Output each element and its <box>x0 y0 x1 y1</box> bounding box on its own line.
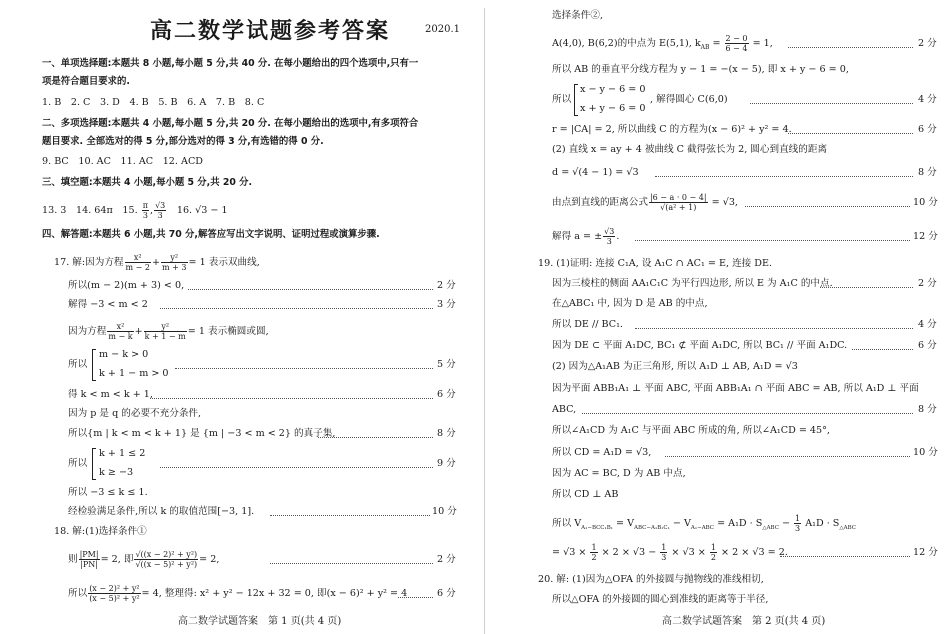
q19-step-7: 所以∠A₁CD 为 A₁C 与平面 ABC 所成的角, 所以∠A₁CD = 45°, <box>552 425 830 436</box>
q17-step-5: 得 k < m < k + 1, <box>68 389 153 400</box>
leader-dots <box>582 413 913 414</box>
leader-dots <box>750 103 913 104</box>
q19-step-2: 在△ABC₁ 中, 因为 D 是 AB 的中点, <box>552 298 708 309</box>
q19-step-3: 所以 DE // BC₁. <box>552 319 623 330</box>
score: 12 分 <box>913 547 938 558</box>
score: 2 分 <box>918 278 937 289</box>
q17-step-2: 解得 −3 < m < 2 <box>68 299 148 310</box>
section-2-heading-cont: 题目要求. 全部选对的得 5 分,部分选对的得 3 分,有选错的得 0 分. <box>42 136 324 147</box>
q17-step-3: 因为方程 $\frac{\text{x²}}{m - k}$ + $\frac{\text{y²}}{k + 1 - m}$ = 1 表示椭圆或圆, <box>68 322 269 341</box>
score: 5 分 <box>437 359 456 370</box>
score: 12 分 <box>913 231 938 242</box>
leader-dots <box>160 308 433 309</box>
q18-step-1: 则 $\frac{|PM|}{|PN|}$ = 2, 即 $\frac{\text{√((x − 2)² + y²)}}{\text{√((x − 5)² + y²)}}$ = 2, <box>68 550 220 569</box>
leader-dots <box>270 515 430 516</box>
leader-dots <box>655 176 913 177</box>
leader-dots <box>665 456 910 457</box>
leader-dots <box>398 597 433 598</box>
score: 2 分 <box>437 554 456 565</box>
leader-dots <box>745 206 910 207</box>
q18b-step-6: d = √(4 − 1) = √3 <box>552 167 639 178</box>
q20-intro: 20. 解: (1)因为△OFA 的外接圆与抛物线的准线相切, <box>538 574 764 585</box>
leader-dots <box>852 349 913 350</box>
section-1-answers: 1. B 2. C 3. D 4. B 5. B 6. A 7. B 8. C <box>42 97 265 108</box>
q18-option-2: 选择条件②, <box>552 10 604 21</box>
q19-step-5: (2) 因为△A₁AB 为正三角形, 所以 A₁D ⊥ AB, A₁D = √3 <box>552 361 798 372</box>
score: 4 分 <box>918 319 937 330</box>
leader-dots <box>160 467 433 468</box>
leader-dots <box>820 287 913 288</box>
score: 10 分 <box>913 447 938 458</box>
q19-step-9: 因为 AC = BC, D 为 AB 中点, <box>552 468 686 479</box>
score: 10 分 <box>913 197 938 208</box>
system-line: k + 1 ≤ 2 <box>99 448 146 459</box>
brace <box>92 448 96 480</box>
q17-step-4-label: 所以 <box>68 359 88 370</box>
q19-step-1: 因为三棱柱的侧面 AA₁C₁C 为平行四边形, 所以 E 为 A₁C 的中点. <box>552 278 833 289</box>
q18b-step-5: (2) 直线 x = ay + 4 被曲线 C 截得弦长为 2, 圆心到直线的距离 <box>552 144 828 155</box>
q17-step-10: 经检验满足条件,所以 k 的取值范围[−3, 1]. <box>68 506 255 517</box>
leader-dots <box>318 437 433 438</box>
score: 6 分 <box>918 124 937 135</box>
right-page <box>490 0 950 634</box>
leader-dots <box>175 368 433 369</box>
system-line: x − y − 6 = 0 <box>580 84 646 95</box>
q19-step-12: = √3 × $\frac{1}{2}$ × 2 × √3 − $\frac{1}{3}$ × √3 × $\frac{1}{2}$ × 2 × √3 = 2. <box>552 543 788 562</box>
q18b-step-3-label: 所以 <box>552 94 572 105</box>
leader-dots <box>788 47 913 48</box>
q18b-step-7: 由点到直线的距离公式 $\frac{|6 - a \cdot 0 - 4|}{\text{√(a² + 1)}}$ = √3, <box>552 193 738 212</box>
leader-dots <box>788 133 913 134</box>
q19-step-11: 所以 $V_{A_1-BCC_1B_1} = V_{ABC-A_1B_1C_1} - V_{A_1-ABC} = A_1D \cdot S_{\triangle ABC}$ − $\frac{1}{3}$ $A_1D \cdot S_{\triangle ABC}$ <box>552 514 856 533</box>
leader-dots <box>270 563 433 564</box>
leader-dots <box>635 240 910 241</box>
score: 2 分 <box>918 38 937 49</box>
score: 8 分 <box>918 167 937 178</box>
section-3-heading: 三、填空题:本题共 4 小题,每小题 5 分,共 20 分. <box>42 177 253 188</box>
brace <box>574 84 578 116</box>
section-1-heading: 一、单项选择题:本题共 8 小题,每小题 5 分,共 40 分. 在每小题给出的四个选项中,只有一 <box>42 58 419 69</box>
score: 6 分 <box>918 340 937 351</box>
system-line: k ≥ −3 <box>99 467 134 478</box>
exam-date: 2020.1 <box>425 24 460 35</box>
q18b-step-2: 所以 AB 的垂直平分线方程为 y − 1 = −(x − 5), 即 x + y − 6 = 0, <box>552 64 849 75</box>
section-1-heading-cont: 项是符合题目要求的. <box>42 76 130 87</box>
q17-step-8-label: 所以 <box>68 458 88 469</box>
page-footer: 高二数学试题答案 第 2 页(共 4 页) <box>662 616 826 627</box>
q17-intro: 17. 解:因为方程 $\frac{\text{x²}}{m - 2}$ + $\frac{\text{y²}}{m + 3}$ = 1 表示双曲线, <box>54 253 260 272</box>
system-line: m − k > 0 <box>99 349 149 360</box>
section-2-answers: 9. BC 10. AC 11. AC 12. ACD <box>42 156 203 167</box>
q19-step-6: 因为平面 ABB₁A₁ ⊥ 平面 ABC, 平面 ABB₁A₁ ∩ 平面 ABC = AB, 所以 A₁D ⊥ 平面 <box>552 383 919 394</box>
leader-dots <box>635 328 913 329</box>
score: 9 分 <box>437 458 456 469</box>
q17-step-6: 因为 p 是 q 的必要不充分条件, <box>68 408 202 419</box>
q18-intro: 18. 解:(1)选择条件① <box>54 526 147 537</box>
q18-step-2: 所以 $\frac{\text{(x − 2)² + y²}}{\text{(x − 5)² + y²}}$ = 4, 整理得: x² + y² − 12x + 32 = 0, 即(x − 6)² + y² = 4 <box>68 584 408 603</box>
score: 8 分 <box>437 428 456 439</box>
score: 4 分 <box>918 94 937 105</box>
score: 3 分 <box>437 299 456 310</box>
q19-step-4: 因为 DE ⊂ 平面 A₁DC, BC₁ ⊄ 平面 A₁DC, 所以 BC₁ // 平面 A₁DC. <box>552 340 848 351</box>
score: 6 分 <box>437 588 456 599</box>
system-line: k + 1 − m > 0 <box>99 368 169 379</box>
q18b-step-8: 解得 a = ± $\frac{√3}{3}$ . <box>552 227 620 246</box>
leader-dots <box>150 398 433 399</box>
system-line: x + y − 6 = 0 <box>580 103 646 114</box>
score: 10 分 <box>432 506 457 517</box>
page-divider <box>484 8 485 634</box>
section-2-heading: 二、多项选择题:本题共 4 小题,每小题 5 分,共 20 分. 在每小题给出的选项中,有多项符合 <box>42 118 419 129</box>
q20-step-1: 所以△OFA 的外接圆的圆心到准线的距离等于半径, <box>552 594 769 605</box>
brace <box>92 349 96 381</box>
q19-step-8: 所以 CD = A₁D = √3, <box>552 447 652 458</box>
q17-step-1: 所以(m − 2)(m + 3) < 0, <box>68 280 185 291</box>
page-footer: 高二数学试题答案 第 1 页(共 4 页) <box>178 616 342 627</box>
score: 8 分 <box>918 404 937 415</box>
q17-step-9: 所以 −3 ≤ k ≤ 1. <box>68 487 148 498</box>
section-3-answers: 13. 3 14. 64π 15. $\frac{\pi}{3}$ , $\frac{√3}{3}$ 16. √3 − 1 <box>42 201 228 220</box>
q18b-step-1: A(4,0), B(6,2)的中点为 E(5,1), $k_{AB}$ = $\frac{2 - 0}{6 - 4}$ = 1, <box>552 34 773 53</box>
page-title: 高二数学试题参考答案 <box>150 19 391 44</box>
q19-step-6-cont: ABC, <box>552 404 577 415</box>
q17-step-7: 所以{m | k < m < k + 1} 是 {m | −3 < m < 2} 的真子集, <box>68 428 336 439</box>
q19-step-10: 所以 CD ⊥ AB <box>552 489 619 500</box>
score: 6 分 <box>437 389 456 400</box>
q18b-step-3-result: , 解得圆心 C(6,0) <box>650 94 728 105</box>
q18b-step-4: r = |CA| = 2, 所以曲线 C 的方程为(x − 6)² + y² = 4. <box>552 124 792 135</box>
leader-dots <box>188 289 433 290</box>
leader-dots <box>780 556 910 557</box>
score: 2 分 <box>437 280 456 291</box>
section-4-heading: 四、解答题:本题共 6 小题,共 70 分,解答应写出文字说明、证明过程或演算步骤. <box>42 229 380 240</box>
q19-intro: 19. (1)证明: 连接 C₁A, 设 A₁C ∩ AC₁ = E, 连接 DE. <box>538 258 773 269</box>
